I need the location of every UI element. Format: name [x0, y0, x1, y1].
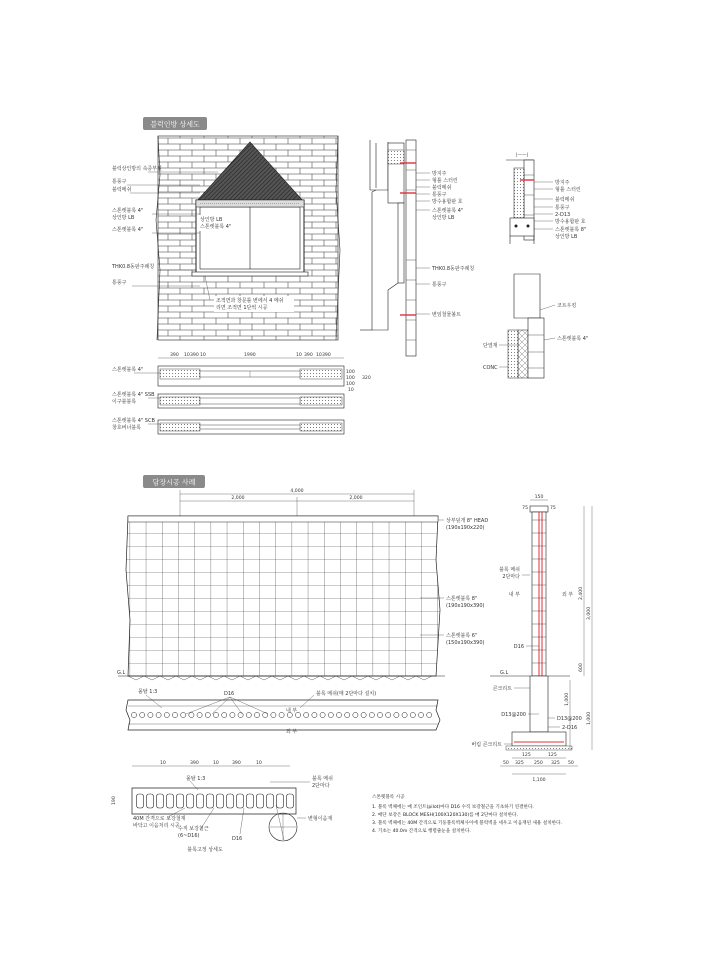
bd-dim-3: 390 [232, 761, 241, 766]
label-stonelet-4: 스톤렛블록 4" [112, 208, 144, 214]
da-label-1: 형틀 스터린 [555, 187, 581, 193]
fsl-9: 2-D16 [562, 725, 578, 731]
fsl-4: D16 [513, 644, 524, 650]
block-core [271, 712, 276, 717]
coping-detail-b [508, 274, 544, 378]
pl-2: 이구블블록 [112, 399, 137, 405]
fp-4: 외 부 [286, 729, 298, 735]
fence-plan [126, 700, 440, 730]
wall-section-labels [416, 170, 474, 318]
block-core [287, 794, 294, 808]
bdl-6: (6~D16) [178, 833, 200, 839]
fsl-10: 버림 콘크리트 [471, 742, 502, 748]
fp-1: D16 [224, 691, 235, 697]
block-core [336, 712, 341, 717]
block-detail-caption: 블록고정 상세도 [187, 847, 223, 853]
bdl-8: 변형이음재 [308, 816, 333, 822]
fl-5: (150x190x390) [446, 640, 485, 646]
pd-0: 390 [170, 353, 179, 358]
note-4: 4. 기초는 40.0m 간격으로 행렬줄눈을 설치한다. [372, 829, 471, 834]
block-core [304, 712, 309, 717]
block-core [353, 712, 358, 717]
fsl-6: 콘크리트 [492, 686, 512, 692]
block-core [189, 712, 194, 717]
fence-section [490, 494, 592, 783]
section2-title: 담장시공 사례 [152, 478, 196, 487]
fp-0: 몰탈 1:3 [138, 689, 158, 695]
plan-strip-labels [112, 366, 160, 431]
pd-9: 100 [346, 370, 355, 375]
fence-dim-left: 2,000 [231, 496, 245, 501]
block-core [394, 712, 399, 717]
elevation-note-2: 리면 조적면 1단씩 시공 [216, 305, 268, 311]
construction-notes [372, 793, 562, 834]
bdl-5: 수직 보강철근 [178, 826, 209, 832]
fence-gl: G.L [117, 670, 126, 676]
bdl-2: 2단마다 [312, 783, 330, 789]
da-label-6: 스톤렛블록 8" [555, 227, 587, 233]
label-copper-flashing: THK0.8동판주례칭 [112, 264, 155, 270]
label-vent: 통풍구 [112, 179, 127, 185]
bdl-0: 몰탈 1:3 [186, 776, 206, 782]
block-core [172, 712, 177, 717]
pd-4: 1990 [244, 353, 256, 358]
da-label-5: 방수용합판 호 [555, 219, 586, 225]
ws-label-4: 방수용합판 호 [432, 199, 463, 205]
block-core [312, 712, 317, 717]
fence-dim-right: 2,000 [349, 496, 363, 501]
section2-title-badge [143, 475, 205, 488]
block-core [148, 712, 153, 717]
fl-1: (190x190x220) [446, 525, 485, 531]
block-core [369, 712, 374, 717]
bdl-1: 블록 메쉬 [312, 776, 333, 782]
fs-db-6: 50 [568, 761, 574, 766]
pl-1: 스톤렛블록 4" SSB [112, 392, 155, 398]
block-core [410, 712, 415, 717]
pl-4: 창호버너블록 [112, 425, 141, 431]
fence-dim-total: 4,000 [290, 489, 304, 494]
block-core [205, 712, 210, 717]
db-label-0: 코트우킹 [557, 303, 577, 309]
block-core [402, 712, 407, 717]
pd-12: 320 [362, 376, 371, 381]
fp-3: 내 부 [286, 708, 298, 714]
fp-2: 블록 메쉬(매 2단마다 설치) [316, 691, 377, 697]
window-label-lintel: 상인방 LB [200, 217, 223, 223]
block-core [427, 712, 432, 717]
block-core [213, 712, 218, 717]
pd-11: 100 [346, 382, 355, 387]
fs-db-2: 50 [503, 761, 509, 766]
block-core [247, 794, 254, 808]
pd-10: 100 [346, 376, 355, 381]
db-label-2: 단열재 [483, 343, 498, 349]
block-core [257, 794, 264, 808]
bd-dim-1: 390 [190, 761, 199, 766]
db-label-3: CONC [483, 365, 498, 371]
da-label-4: 2-D13 [555, 212, 571, 218]
section1-title: 블럭인방 상세도 [150, 120, 200, 129]
block-core [277, 794, 284, 808]
fsl-2: 내 부 [508, 592, 520, 598]
fs-db-7: 1,100 [532, 778, 546, 783]
wall-section-detail [360, 140, 416, 356]
ws-label-6: 상인방 LB [432, 215, 455, 221]
pd-7: 10 [316, 353, 322, 358]
block-core [164, 712, 169, 717]
fsl-8: D13@200 [557, 716, 582, 722]
label-lintel-course: 블럭상인방의 속증부설 [112, 166, 162, 172]
block-core [140, 712, 145, 717]
fs-dim-top-1: 75 [522, 506, 528, 511]
block-core [147, 794, 154, 808]
fence-elevation [117, 516, 445, 680]
block-core [156, 712, 161, 717]
window-label-stonelet: 스톤렛블록 4" [200, 224, 232, 230]
pd-5: 10 [296, 353, 302, 358]
block-core [227, 794, 234, 808]
da-label-7: 상인방 LB [555, 234, 578, 240]
notes-title: 스톤렛블록 시공 [372, 795, 405, 800]
block-core [361, 712, 366, 717]
da-label-3: 통풍구 [555, 205, 570, 211]
ws-label-9: 변임철물볼트 [432, 312, 461, 318]
ws-label-3: 통풍구 [432, 192, 447, 198]
block-core [187, 794, 194, 808]
fl-4: 스톤렛블록 6" [446, 633, 478, 639]
section1-title-badge [143, 117, 207, 130]
block-core [137, 794, 144, 808]
fs-db-3: 325 [515, 761, 524, 766]
fs-db-5: 325 [551, 761, 560, 766]
ws-label-1: 형틀 스터린 [432, 178, 458, 184]
fsl-1: 2단마다 [502, 574, 520, 580]
ws-label-5: 스톤렛블록 4" [432, 208, 464, 214]
block-core [131, 712, 136, 717]
block-core [328, 712, 333, 717]
fsl-7: D13@200 [501, 712, 526, 718]
pl-3: 스톤렛블록 4" SCB [112, 418, 155, 424]
ws-label-8: 통풍구 [432, 282, 447, 288]
fl-2: 스톤렛블록 8" [446, 596, 478, 602]
block-core [181, 712, 186, 717]
fence-section-labels [471, 566, 581, 748]
lintel-detail-a [506, 152, 534, 244]
pl-0: 스톤렛블록 4" [112, 367, 144, 373]
block-core [230, 712, 235, 717]
bd-dim-side: 190 [112, 796, 117, 805]
block-core [207, 794, 214, 808]
fs-dim-top-2: 75 [550, 506, 556, 511]
fl-0: 상부덮개 8" HEAD [446, 518, 489, 524]
fence-top-dims [180, 488, 414, 516]
db-label-1: 스톤렛블록 4" [557, 336, 589, 342]
bdl-4: 바닥고 이음처리 시공 [133, 823, 180, 829]
label-block-mesh: 블럭메쉬 [112, 187, 132, 193]
block-core [167, 794, 174, 808]
note-3: 3. 블록 벽체에는 40M 간격으로 기둥블록벽체사이에 블럭벽을 세우고 이음재된 새용 설치한다. [372, 821, 563, 826]
fs-dim-top-0: 150 [534, 495, 544, 500]
block-core [377, 712, 382, 717]
block-core [238, 712, 243, 717]
lintel-plan-strips [158, 352, 371, 434]
fsl-0: 블록 메쉬 [499, 567, 520, 573]
elevation-note-1: 조적면과 창문틀 변에서 4 메쉬 [216, 298, 284, 304]
block-core [263, 712, 268, 717]
block-core [237, 794, 244, 808]
fs-db-0: 125 [522, 753, 531, 758]
block-core [320, 712, 325, 717]
fsl-5: G.L [500, 670, 509, 676]
bdl-7: D16 [232, 836, 243, 842]
pd-1: 10 [184, 353, 190, 358]
block-core [157, 794, 164, 808]
block-core [345, 712, 350, 717]
da-label-0: 방지주 [555, 180, 570, 186]
block-core [177, 794, 184, 808]
da-label-2: 블럭메쉬 [555, 197, 575, 203]
pd-3: 10 [200, 353, 206, 358]
detail-a-dim: |——| [515, 153, 529, 158]
bd-dim-2: 10 [213, 761, 219, 766]
block-core [254, 712, 259, 717]
detail-a-labels [534, 179, 586, 240]
block-core [386, 712, 391, 717]
block-core [222, 712, 227, 717]
block-core [279, 712, 284, 717]
fs-dim-r3: 1,000 [565, 692, 570, 706]
label-vent-bottom: 통풍구 [112, 280, 127, 286]
pd-8: 390 [322, 353, 331, 358]
block-core [197, 794, 204, 808]
note-2: 2. 매단 보강은 BLOCK MESH(100X120X130)를 매 2단마다 설치한다. [372, 813, 518, 818]
pd-6: 390 [304, 353, 313, 358]
fs-dim-r1: 2,400 [579, 586, 584, 600]
fl-3: (190x190x390) [446, 603, 485, 609]
fs-dim-r0: 3,000 [587, 606, 592, 620]
ws-label-0: 방지주 [432, 171, 447, 177]
ws-label-7: THK0.8동판주례칭 [432, 266, 475, 272]
fs-dim-r2: 600 [579, 663, 584, 672]
pd-2: 390 [190, 353, 199, 358]
block-core [418, 712, 423, 717]
bd-dim-0: 10 [160, 761, 166, 766]
block-core [197, 712, 202, 717]
note-1: 1. 블록 벽체에는 매 조인트(pilot)마다 D16 수직 보강철근을 기초하기 연결한다. [372, 805, 534, 810]
pd-13: 10 [348, 388, 354, 393]
fs-db-4: 250 [534, 761, 543, 766]
fs-dim-r4: 1,000 [587, 711, 592, 725]
bd-dim-4: 10 [256, 761, 262, 766]
block-core [246, 712, 251, 717]
bdl-3: 40M 간격으로 보강철재 [133, 816, 186, 822]
fsl-3: 외 부 [562, 592, 574, 598]
label-stonelet-4-b: 스톤렛블록 4" [112, 227, 144, 233]
label-lintel-lb: 상인방 LB [112, 215, 135, 221]
fs-db-1: 125 [548, 753, 557, 758]
ws-label-2: 블럭메쉬 [432, 185, 452, 191]
block-core [267, 794, 274, 808]
block-core [217, 794, 224, 808]
